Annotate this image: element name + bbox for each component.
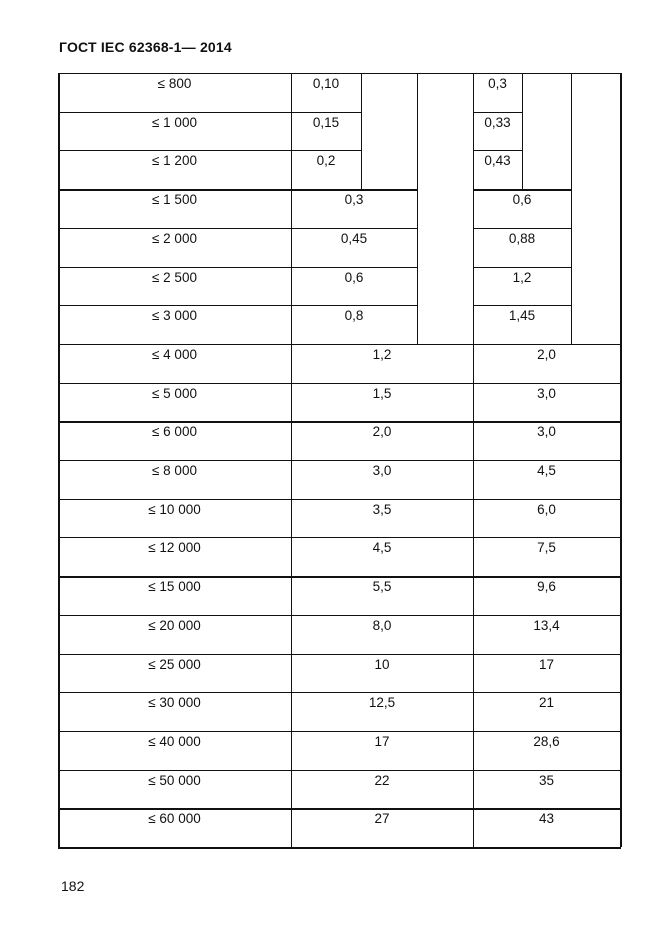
row-separator [473, 267, 571, 268]
voltage-threshold: ≤ 800 [157, 76, 192, 91]
row-separator [58, 189, 291, 191]
row-separator [291, 499, 620, 501]
row-separator [291, 421, 620, 423]
row-separator [58, 344, 291, 346]
value-cell-a: 0,2 [316, 153, 336, 169]
value-cell-b: 21 [538, 695, 555, 711]
row-separator [291, 112, 361, 113]
value-cell-b: 13,4 [533, 617, 560, 633]
value-cell-a: 0,3 [344, 192, 364, 208]
row-separator [473, 228, 571, 229]
sub-column-divider [571, 73, 572, 344]
row-separator [291, 770, 620, 771]
value-cell-b: 17 [538, 656, 555, 672]
row-separator [58, 731, 291, 733]
voltage-threshold: ≤ 12 000 [148, 540, 201, 556]
row-separator [473, 305, 571, 306]
sub-column-divider [361, 73, 362, 189]
value-cell-a: 10 [374, 656, 390, 672]
row-separator [291, 654, 620, 656]
voltage-threshold: ≤ 1 000 [152, 114, 197, 130]
row-separator [291, 228, 417, 229]
value-cell-a: 8,0 [372, 617, 392, 633]
value-cell-b: 3,0 [537, 424, 556, 440]
value-cell-a: 4,5 [372, 540, 392, 556]
value-cell-b: 9,6 [537, 579, 556, 595]
row-separator [58, 267, 291, 268]
table-border-bottom [58, 847, 621, 849]
voltage-threshold: ≤ 4 000 [152, 346, 197, 362]
voltage-threshold: ≤ 15 000 [148, 579, 201, 595]
row-separator [291, 808, 620, 810]
table-border-top [58, 73, 621, 74]
value-cell-b: 6,0 [537, 501, 556, 517]
voltage-threshold: ≤ 2 500 [152, 269, 197, 285]
value-cell-a: 0,15 [312, 114, 340, 130]
value-cell-b: 28,6 [533, 733, 560, 749]
row-separator [291, 150, 361, 151]
value-cell-a: 1,5 [372, 385, 392, 401]
row-separator [58, 770, 291, 771]
value-cell-a: 3,5 [372, 501, 392, 517]
value-cell-a: 1,2 [372, 346, 392, 362]
voltage-threshold: ≤ 10 000 [148, 501, 201, 517]
value-cell-b: 0,33 [484, 114, 511, 130]
value-cell-b: 0,3 [488, 76, 507, 91]
row-separator [58, 576, 291, 578]
value-cell-a: 27 [374, 811, 390, 827]
page-number: 182 [61, 878, 85, 894]
row-separator [291, 383, 620, 384]
value-cell-a: 17 [374, 733, 390, 749]
voltage-threshold: ≤ 2 000 [152, 230, 197, 246]
voltage-threshold: ≤ 20 000 [148, 617, 201, 633]
voltage-threshold: ≤ 6 000 [152, 424, 197, 440]
value-cell-b: 0,88 [508, 230, 536, 246]
sub-column-divider [522, 73, 523, 189]
value-cell-b: 2,0 [537, 346, 556, 362]
value-cell-a: 0,45 [340, 230, 368, 246]
row-separator [291, 460, 620, 461]
row-separator [291, 615, 620, 616]
value-cell-b: 7,5 [537, 540, 556, 556]
value-cell-a: 0,8 [344, 308, 364, 324]
row-separator [58, 537, 291, 538]
sub-column-divider [417, 73, 418, 344]
row-separator [58, 654, 291, 656]
value-cell-b: 1,2 [512, 269, 532, 285]
row-separator [58, 150, 291, 151]
value-cell-b: 0,6 [512, 192, 532, 208]
row-separator [58, 808, 291, 810]
row-separator [58, 305, 291, 306]
voltage-threshold: ≤ 3 000 [152, 308, 197, 324]
row-separator [58, 499, 291, 501]
value-cell-b: 4,5 [537, 463, 556, 478]
row-separator [58, 228, 291, 229]
row-separator [58, 383, 291, 384]
value-cell-a: 12,5 [368, 695, 396, 711]
value-cell-b: 0,43 [484, 153, 511, 169]
value-cell-b: 1,45 [508, 308, 536, 324]
voltage-threshold: ≤ 60 000 [148, 811, 201, 827]
row-separator [291, 576, 620, 578]
table-border-right [620, 73, 622, 847]
row-separator [291, 537, 620, 538]
row-separator [291, 692, 620, 693]
row-separator [58, 460, 291, 461]
voltage-threshold: ≤ 50 000 [148, 772, 201, 788]
voltage-threshold: ≤ 25 000 [148, 656, 201, 672]
value-cell-a: 5,5 [372, 579, 392, 595]
voltage-threshold: ≤ 40 000 [148, 733, 201, 749]
voltage-threshold: ≤ 1 500 [152, 192, 197, 208]
row-separator [291, 344, 620, 346]
value-cell-a: 2,0 [372, 424, 392, 440]
voltage-threshold: ≤ 8 000 [152, 463, 197, 478]
row-separator [58, 615, 291, 616]
value-cell-b: 3,0 [537, 385, 556, 401]
voltage-threshold: ≤ 1 200 [152, 153, 197, 169]
voltage-threshold: ≤ 5 000 [152, 385, 197, 401]
value-cell-b: 35 [538, 772, 555, 788]
row-separator [291, 305, 417, 306]
row-separator [58, 421, 291, 423]
row-separator [291, 267, 417, 268]
row-separator [473, 189, 571, 191]
value-cell-a: 3,0 [372, 463, 392, 478]
row-separator [291, 731, 620, 733]
value-cell-a: 0,6 [344, 269, 364, 285]
row-separator [58, 112, 291, 113]
value-cell-a: 0,10 [312, 76, 340, 91]
row-separator [473, 112, 522, 113]
row-separator [473, 150, 522, 151]
row-separator [291, 189, 417, 191]
value-cell-a: 22 [374, 772, 390, 788]
value-cell-b: 43 [538, 811, 555, 827]
row-separator [58, 692, 291, 693]
voltage-threshold: ≤ 30 000 [148, 695, 201, 711]
page-header: ГОСТ IEC 62368-1— 2014 [59, 39, 232, 55]
